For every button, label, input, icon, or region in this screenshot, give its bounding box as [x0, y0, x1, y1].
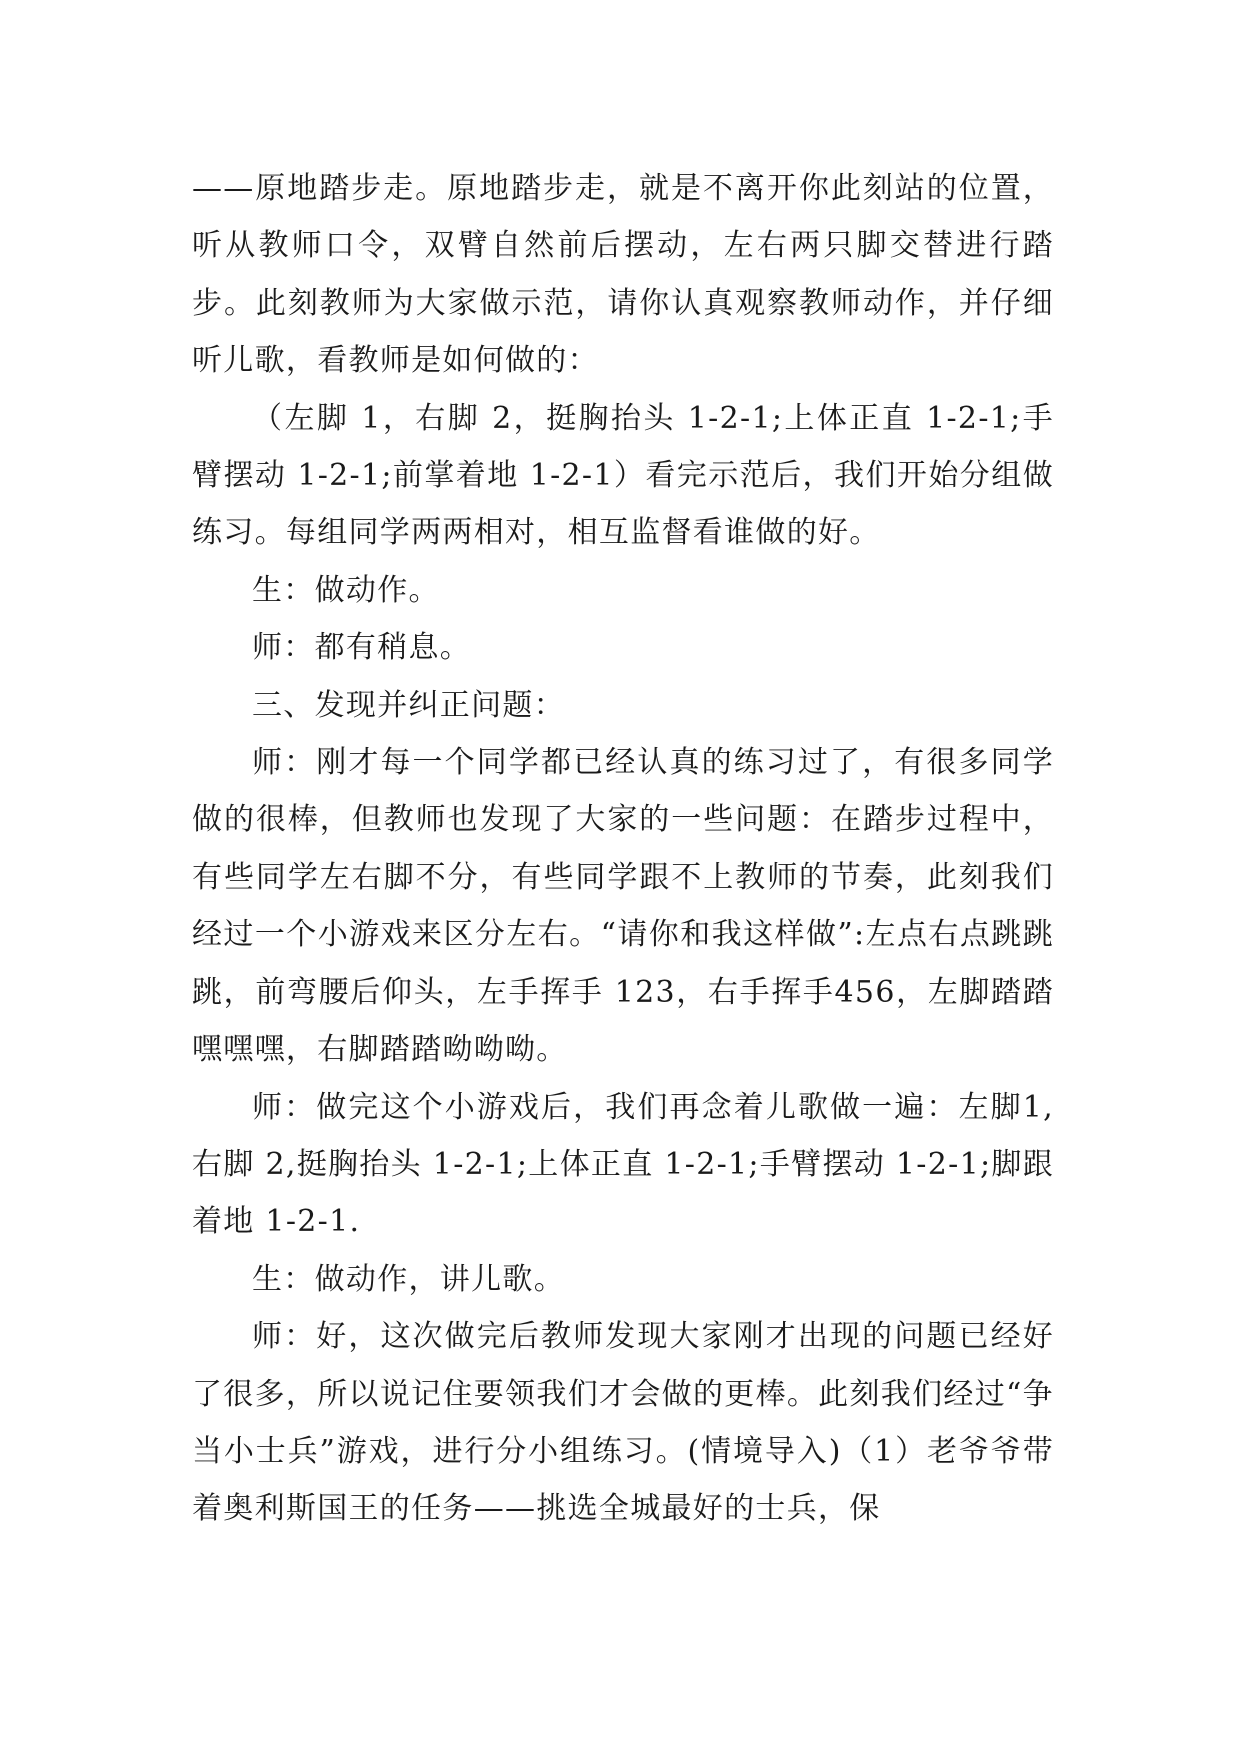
section-heading: 三、发现并纠正问题：: [252, 687, 565, 723]
paragraph-6: 师：刚才每一个同学都已经认真的练习过了，有很多同学做的很棒，但教师也发现了大家的一些问题：在踏步过程中，有些同学左右脚不分，有些同学跟不上教师的节奏，此刻我们经过一个小游戏来区分左右。“请你和我这样做”:左点右点跳跳跳，前弯腰后仰头，左手挥手 123，右手挥手456，左脚踏踏嘿嘿嘿，右脚踏踏呦呦呦。: [192, 745, 1054, 1068]
paragraph-3: 生：做动作。: [252, 572, 440, 608]
paragraph-7: 师：做完这个小游戏后，我们再念着儿歌做一遍：左脚1,右脚 2,挺胸抬头 1-2-1;上体正直 1-2-1;手臂摆动 1-2-1;脚跟着地 1-2-1.: [192, 1089, 1054, 1240]
paragraph-4: 师：都有稍息。: [252, 630, 472, 666]
paragraph-9: 师：好，这次做完后教师发现大家刚才出现的问题已经好了很多，所以说记住要领我们才会做的更棒。此刻我们经过“争当小士兵”游戏，进行分小组练习。(情境导入)（1）老爷爷带着奥利斯国王的任务——挑选全城最好的士兵，保: [192, 1319, 1054, 1527]
paragraph-8: 生：做动作，讲儿歌。: [252, 1261, 565, 1297]
document-body: [192, 160, 1054, 1538]
paragraph-2: （左脚 1，右脚 2，挺胸抬头 1-2-1;上体正直 1-2-1;手臂摆动 1-2-1;前掌着地 1-2-1）看完示范后，我们开始分组做练习。每组同学两两相对，相互监督看谁做的好。: [192, 400, 1054, 551]
paragraph-1: ——原地踏步走。原地踏步走，就是不离开你此刻站的位置，听从教师口令，双臂自然前后摆动，左右两只脚交替进行踏步。此刻教师为大家做示范，请你认真观察教师动作，并仔细听儿歌，看教师是如何做的：: [192, 171, 1054, 379]
